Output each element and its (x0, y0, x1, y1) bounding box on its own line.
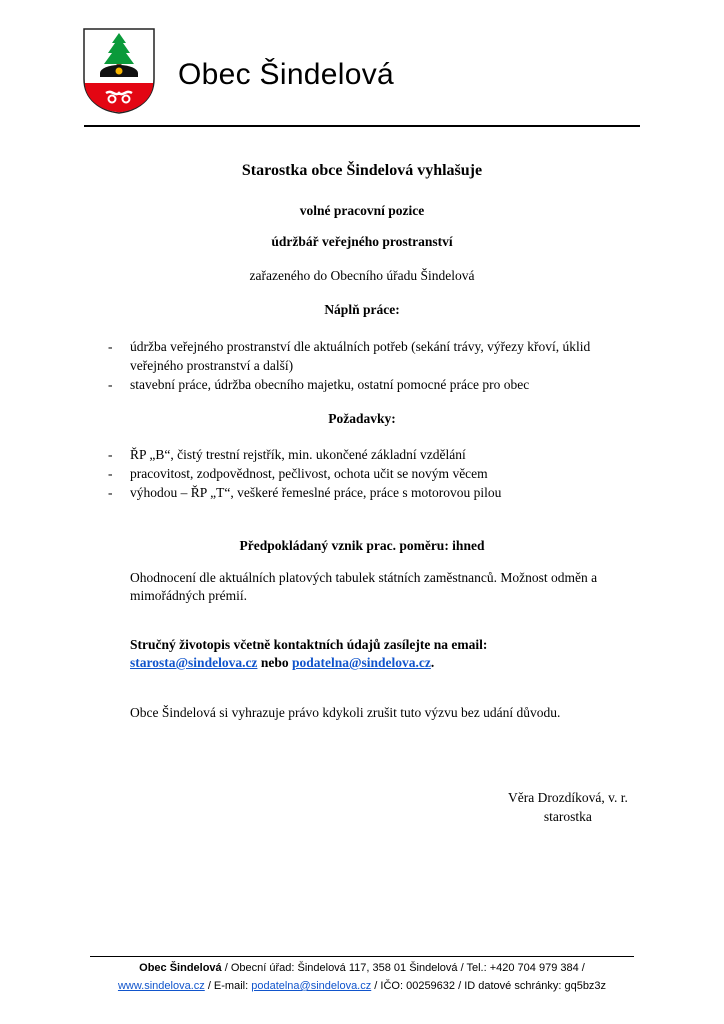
footer (0, 959, 724, 995)
assignment-text: zařazeného do Obecního úřadu Šindelová (249, 268, 475, 283)
footer-email-label: / E-mail: (204, 980, 252, 992)
notice-subheading: volné pracovní pozice (299, 203, 425, 218)
signature-name: Věra Drozdíková, v. r. (508, 790, 628, 805)
list-item: - výhodou – ŘP „T“, veškeré řemeslné práce, práce s motorovou pilou (108, 483, 640, 502)
email-end: . (430, 655, 435, 670)
list-item: - ŘP „B“, čistý trestní rejstřík, min. ukončené základní vzdělání (108, 445, 640, 464)
duty-text: stavební práce, údržba obecního majetku, ostatní pomocné práce pro obec (130, 377, 530, 392)
footer-line-2 (0, 977, 724, 995)
requirement-text: ŘP „B“, čistý trestní rejstřík, min. ukončené základní vzdělání (130, 447, 466, 462)
footer-divider (90, 956, 634, 957)
header-divider (84, 125, 640, 127)
list-item: - pracovitost, zodpovědnost, pečlivost, ochota učit se novým věcem (108, 464, 640, 483)
signature (508, 788, 628, 826)
footer-line-1 (0, 959, 724, 977)
cv-request (130, 636, 650, 672)
requirements-title: Požadavky: (328, 411, 396, 426)
signature-role: starostka (543, 809, 592, 824)
footer-address: / Obecní úřad: Šindelová 117, 358 01 Šindelová / Tel.: +420 704 979 384 / (221, 962, 585, 974)
salary-text: Ohodnocení dle aktuálních platových tabulek státních zaměstnanců. Možnost odměn a mimořádných prémií. (130, 570, 598, 603)
footer-org: Obec Šindelová (139, 962, 222, 974)
email-link-podatelna[interactable]: podatelna@sindelova.cz (291, 655, 431, 670)
email-joiner: nebo (257, 655, 292, 670)
duty-text: údržba veřejného prostranství dle aktuálních potřeb (sekání trávy, výřezy křoví, úklid veřejného prostranství a další) (130, 339, 591, 373)
footer-email-link[interactable]: podatelna@sindelova.cz (251, 980, 372, 992)
email-line (130, 654, 650, 672)
coat-of-arms-icon (82, 27, 156, 115)
list-item: - stavební práce, údržba obecního majetku, ostatní pomocné práce pro obec (108, 375, 640, 394)
duties-title: Náplň práce: (324, 302, 400, 317)
cv-request-text: Stručný životopis včetně kontaktních údajů zasílejte na email: (130, 637, 488, 652)
requirement-text: pracovitost, zodpovědnost, pečlivost, ochota učit se novým věcem (130, 466, 488, 481)
start-date: Předpokládaný vznik prac. poměru: ihned (239, 538, 485, 553)
footer-ids: / IČO: 00259632 / ID datové schránky: gq5bz3z (371, 980, 607, 992)
requirement-text: výhodou – ŘP „T“, veškeré řemeslné práce, práce s motorovou pilou (130, 485, 502, 500)
email-link-starosta[interactable]: starosta@sindelova.cz (130, 655, 258, 670)
footer-website-link[interactable]: www.sindelova.cz (117, 980, 205, 992)
requirements-list (108, 445, 640, 502)
municipality-title: Obec Šindelová (178, 58, 395, 91)
notice-heading: Starostka obce Šindelová vyhlašuje (241, 162, 483, 179)
duties-list (108, 337, 640, 394)
position-title: údržbář veřejného prostranství (271, 234, 453, 249)
disclaimer: Obce Šindelová si vyhrazuje právo kdykoli zrušit tuto výzvu bez udání důvodu. (130, 705, 561, 720)
list-item: - údržba veřejného prostranství dle aktuálních potřeb (sekání trávy, výřezy křoví, úklid veřejného prostranství a další) (108, 337, 640, 375)
